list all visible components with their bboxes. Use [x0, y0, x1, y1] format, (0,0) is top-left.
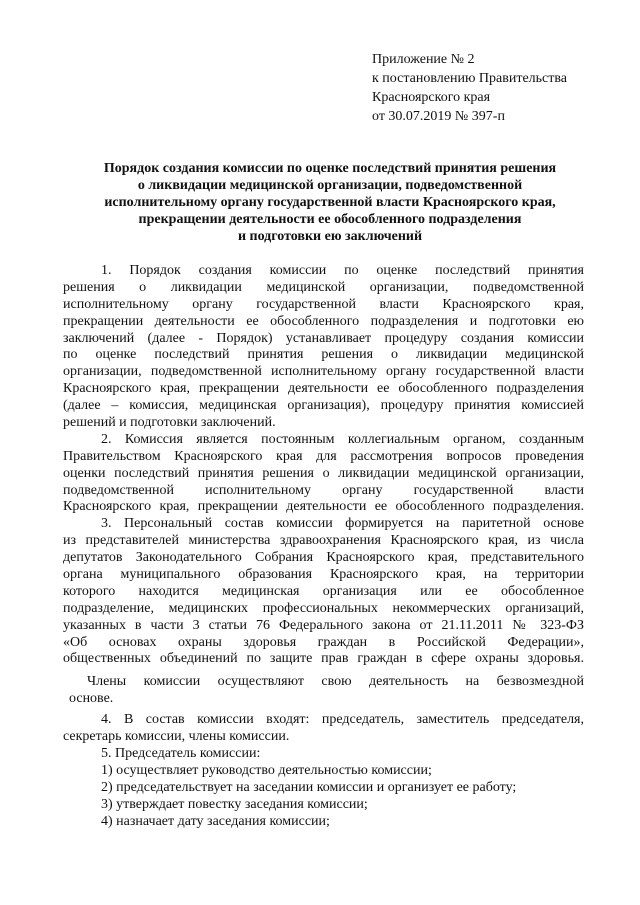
paragraph-line: Правительством Красноярского края для рассмотрения вопросов проведения [63, 448, 584, 464]
paragraph-line: решения о ликвидации медицинской организации, подведомственной [63, 279, 584, 295]
list-item: 4) назначает дату заседания комиссии; [101, 813, 330, 829]
appendix-line: Приложение № 2 [372, 52, 475, 67]
paragraph-line: организации, подведомственной исполнительному органу государственной власти [63, 364, 584, 380]
paragraph-line: основе. [69, 691, 114, 707]
title-line: исполнительному органу государственной власти Красноярского края, [104, 195, 556, 210]
paragraph-line: Красноярского края, прекращении деятельности ее обособленного подразделения [63, 381, 584, 397]
appendix-line: Красноярского края [372, 90, 491, 105]
paragraph-line: исполнительному органу государственной власти Красноярского края, [63, 296, 584, 312]
list-item: 1) осуществляет руководство деятельностью комиссии; [101, 762, 432, 778]
paragraph-line: Члены комиссии осуществляют свою деятельность на безвозмездной [87, 674, 584, 690]
paragraph-line: которого находится медицинская организация или ее обособленное [63, 583, 584, 599]
paragraph-line: депутатов Законодательного Собрания Красноярского края, представительного [63, 550, 584, 566]
paragraph-line: подведомственной исполнительному органу государственной власти [63, 482, 584, 498]
appendix-line: к постановлению Правительства [372, 71, 568, 86]
paragraph-line: 1. Порядок создания комиссии по оценке последствий принятия [101, 263, 584, 278]
paragraph-line: секретарь комиссии, члены комиссии. [63, 729, 290, 745]
paragraph-line: оценки последствий принятия решения о ликвидации медицинской организации, [63, 465, 584, 481]
title-line: о ликвидации медицинской организации, подведомственной [137, 178, 523, 193]
paragraph-line: 2. Комиссия является постоянным коллегиальным органом, созданным [101, 431, 584, 447]
appendix-header [372, 50, 567, 126]
paragraph-line: решений и подготовки заключений. [63, 415, 276, 431]
paragraph-line: «Об основах охраны здоровья граждан в Российской Федерации», [63, 634, 584, 650]
paragraph-line: 5. Председатель комиссии: [101, 745, 261, 761]
list-item: 3) утверждает повестку заседания комиссии; [101, 796, 368, 812]
paragraph-line: общественных объединений по защите прав граждан в сфере охраны здоровья. [63, 651, 584, 667]
paragraph-line: прекращении деятельности ее обособленного подразделения и подготовки ею [63, 313, 584, 329]
paragraph-line: Красноярского края, прекращении деятельности ее обособленного подразделения. [63, 499, 584, 515]
title-line: прекращении деятельности ее обособленного подразделения [138, 212, 522, 227]
paragraph-line: подразделение, медицинских профессиональных некоммерческих организаций, [63, 600, 584, 616]
paragraph-line: по оценке последствий принятия решения о ликвидации медицинской [63, 347, 584, 363]
paragraph-line: указанных в части 3 статьи 76 Федерального закона от 21.11.2011 № 323-ФЗ [63, 617, 584, 633]
list-item: 2) председательствует на заседании комиссии и организует ее работу; [101, 779, 517, 795]
title-line: и подготовки ею заключений [237, 229, 423, 244]
paragraph-line: 3. Персональный состав комиссии формируется на паритетной основе [101, 516, 584, 532]
document-body [63, 263, 584, 830]
title-line: Порядок создания комиссии по оценке последствий принятия решения [103, 161, 557, 176]
paragraph-line: (далее – комиссия, медицинская организация), процедуру принятия комиссией [63, 398, 584, 414]
document-title [70, 160, 590, 245]
paragraph-line: из представителей министерства здравоохранения Красноярского края, из числа [63, 533, 584, 549]
paragraph-line: органа муниципального образования Красноярского края, на территории [63, 567, 584, 583]
paragraph-line: заключений (далее - Порядок) устанавливает процедуру создания комиссии [63, 330, 584, 346]
appendix-line: от 30.07.2019 № 397-п [372, 109, 505, 124]
paragraph-line: 4. В состав комиссии входят: председатель, заместитель председателя, [101, 712, 584, 728]
